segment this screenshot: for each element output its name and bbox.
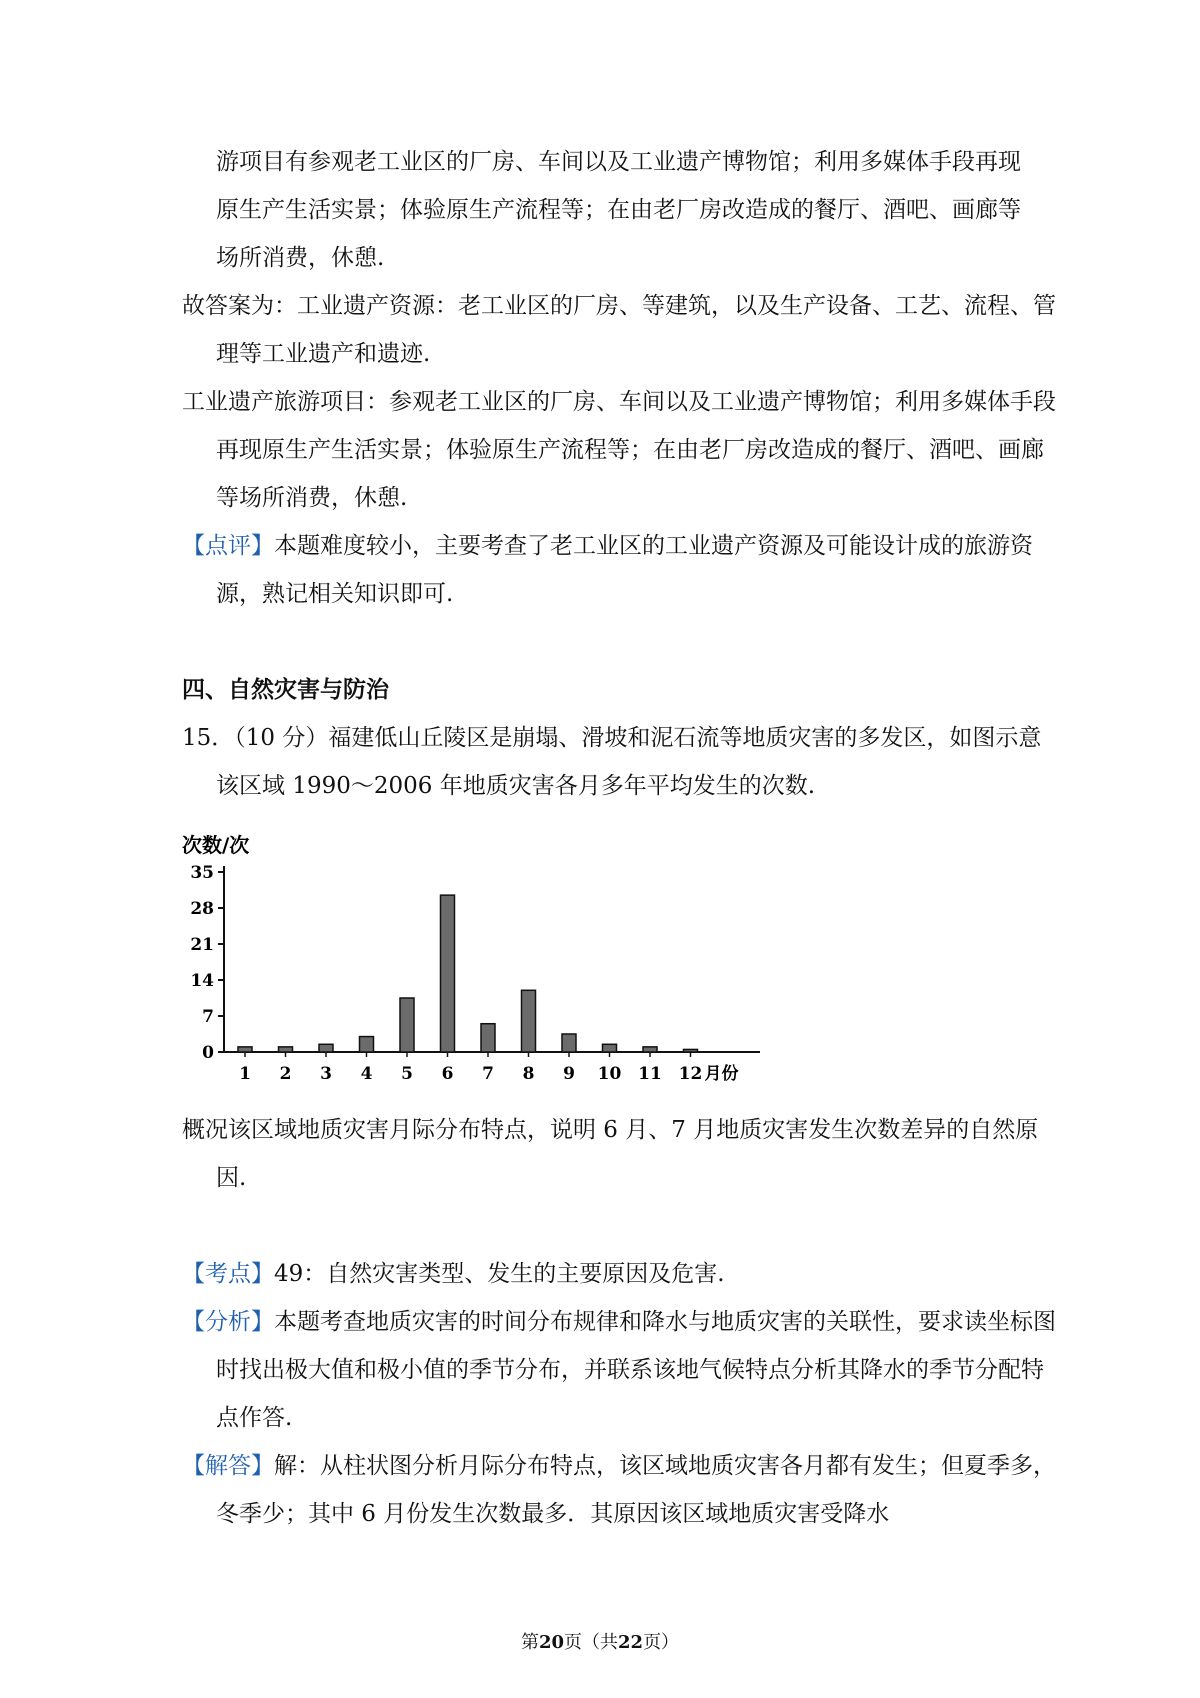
y-tick-label: 14 bbox=[190, 971, 214, 991]
y-axis-label: 次数/次 bbox=[182, 833, 250, 857]
footer-mid: 页（共 bbox=[564, 1632, 618, 1653]
fenxi-text: 本题考查地质灾害的时间分布规律和降水与地质灾害的关联性，要求读坐标图时找出极大值和极小值的季节分布，并联系该地气候特点分析其降水的季节分配特点作答. bbox=[216, 1309, 1056, 1431]
comment-text: 本题难度较小，主要考查了老工业区的工业遗产资源及可能设计成的旅游资源，熟记相关知识即可. bbox=[216, 533, 1033, 607]
kaodian-text: 49：自然灾害类型、发生的主要原因及危害. bbox=[274, 1261, 725, 1287]
footer-pre: 第 bbox=[520, 1632, 539, 1653]
x-tick-label: 1 bbox=[239, 1064, 251, 1084]
footer-total-pages: 22 bbox=[618, 1632, 644, 1653]
jieda-paragraph bbox=[182, 1442, 1064, 1538]
y-tick-label: 28 bbox=[190, 899, 214, 919]
bar bbox=[684, 1049, 698, 1052]
y-tick-label: 7 bbox=[202, 1007, 214, 1027]
page-footer bbox=[0, 1628, 1200, 1654]
paragraph-tourism-items: 工业遗产旅游项目：参观老工业区的厂房、车间以及工业遗产博物馆；利用多媒体手段再现原生产生活实景；体验原生产流程等；在由老厂房改造成的餐厅、酒吧、画廊等场所消费，休憩. bbox=[182, 389, 1056, 511]
x-tick-label: 7 bbox=[482, 1064, 494, 1084]
paragraph-answer: 故答案为：工业遗产资源：老工业区的厂房、等建筑，以及生产设备、工艺、流程、管理等工业遗产和遗迹. bbox=[182, 293, 1056, 367]
bar bbox=[522, 990, 536, 1052]
bar-chart bbox=[182, 830, 802, 1090]
paragraph-comment bbox=[182, 522, 1064, 618]
question-ask: 概况该区域地质灾害月际分布特点，说明 6 月、7 月地质灾害发生次数差异的自然原因. bbox=[182, 1117, 1039, 1191]
jieda-tag: 【解答】 bbox=[182, 1453, 274, 1479]
paragraph-continuation: 游项目有参观老工业区的厂房、车间以及工业遗产博物馆；利用多媒体手段再现原生产生活实景；体验原生产流程等；在由老厂房改造成的餐厅、酒吧、画廊等场所消费，休憩. bbox=[216, 149, 1021, 271]
x-tick-label: 9 bbox=[563, 1064, 575, 1084]
kaodian-tag: 【考点】 bbox=[182, 1261, 274, 1287]
x-tick-label: 2 bbox=[279, 1064, 292, 1084]
x-tick-label: 4 bbox=[360, 1064, 373, 1084]
bar bbox=[441, 895, 455, 1052]
y-tick-label: 0 bbox=[202, 1043, 214, 1063]
fenxi-tag: 【分析】 bbox=[182, 1309, 274, 1335]
bar bbox=[279, 1047, 293, 1052]
section-heading: 四、自然灾害与防治 bbox=[182, 677, 389, 703]
kaodian-paragraph bbox=[182, 1250, 1064, 1298]
x-tick-label: 10 bbox=[597, 1064, 622, 1084]
bar bbox=[643, 1047, 657, 1052]
x-tick-label: 8 bbox=[522, 1064, 535, 1084]
x-tick-label: 11 bbox=[638, 1064, 662, 1084]
bar bbox=[400, 998, 414, 1052]
y-tick-label: 21 bbox=[190, 935, 214, 955]
x-tick-label: 5 bbox=[401, 1064, 413, 1084]
bar bbox=[603, 1044, 617, 1052]
x-tick-label: 3 bbox=[320, 1064, 332, 1084]
bar bbox=[319, 1044, 333, 1052]
comment-tag: 【点评】 bbox=[182, 533, 274, 559]
bar bbox=[481, 1024, 495, 1052]
bar bbox=[238, 1047, 252, 1052]
y-tick-label: 35 bbox=[190, 863, 214, 883]
fenxi-paragraph bbox=[182, 1298, 1064, 1442]
bar bbox=[562, 1034, 576, 1052]
footer-post: 页） bbox=[643, 1632, 680, 1653]
x-axis-label: 月份 bbox=[704, 1064, 739, 1084]
footer-page-number: 20 bbox=[538, 1632, 564, 1653]
x-tick-label: 12 bbox=[678, 1064, 703, 1084]
x-tick-label: 6 bbox=[441, 1064, 454, 1084]
bar bbox=[360, 1037, 374, 1052]
jieda-text: 解：从柱状图分析月际分布特点，该区域地质灾害各月都有发生；但夏季多，冬季少；其中 6 月份发生次数最多．其原因该区域地质灾害受降水 bbox=[216, 1453, 1056, 1527]
question-text: 15．（10 分）福建低山丘陵区是崩塌、滑坡和泥石流等地质灾害的多发区，如图示意该区域 1990～2006 年地质灾害各月多年平均发生的次数. bbox=[182, 725, 1042, 799]
